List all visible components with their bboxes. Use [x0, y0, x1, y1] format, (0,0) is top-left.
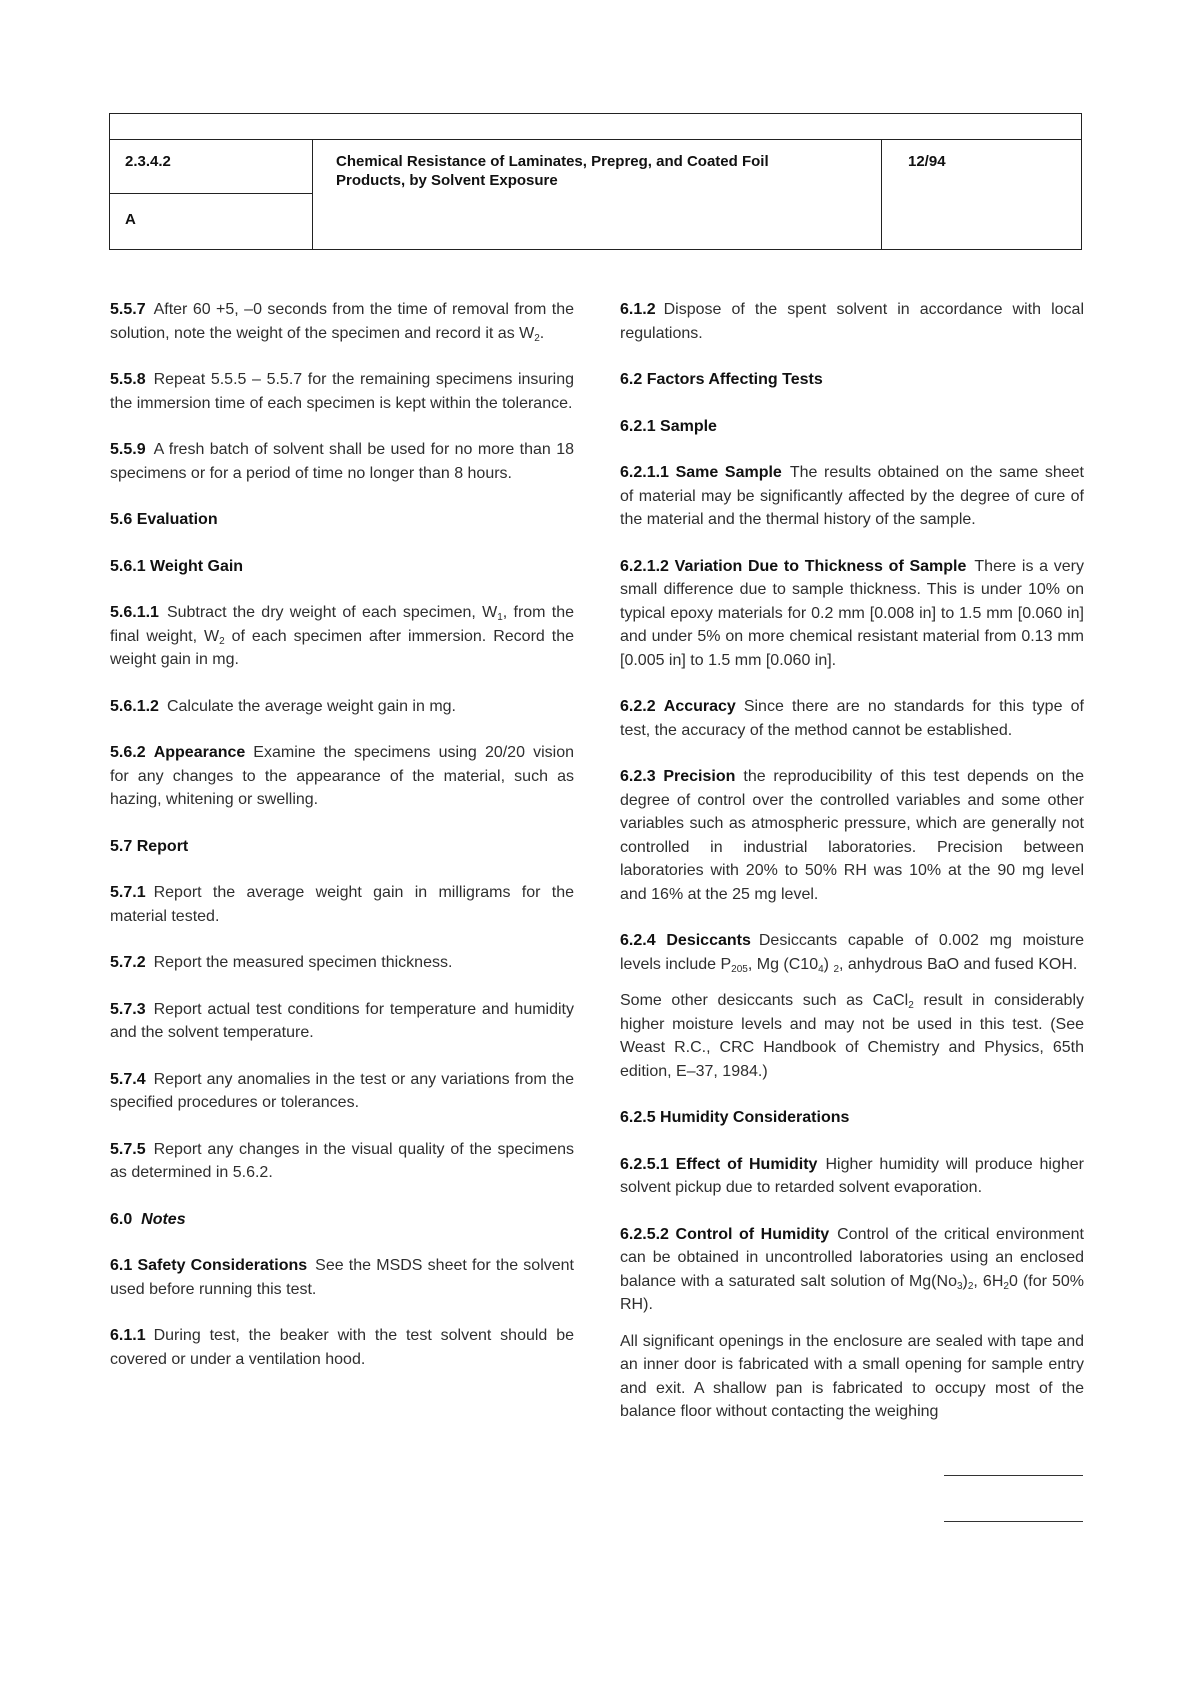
section-text: , anhydrous BaO and fused KOH.	[839, 955, 1078, 973]
section-5-7-2	[110, 951, 574, 975]
heading-6-2-1-sample: 6.2.1 Sample	[620, 417, 717, 435]
section-number: 5.7.4	[110, 1070, 146, 1088]
section-text: Since there are no standards for this type of test, the accuracy of the method cannot be established.	[620, 698, 1084, 739]
section-6-2-5-1	[620, 1153, 1084, 1200]
section-6-1-2	[620, 298, 1084, 345]
section-text: Control of the critical environment can be obtained in uncontrolled laboratories using an enclosed balance with a saturated salt solution of Mg(No	[620, 1225, 1085, 1290]
section-text: Calculate the average weight gain in mg.	[166, 697, 456, 715]
title-line-2: Products, by Solvent Exposure	[336, 172, 558, 189]
section-6-1	[110, 1254, 574, 1301]
subscript: 2	[967, 1280, 974, 1292]
section-number: 6.2.1.2	[620, 557, 669, 575]
section-number: 5.7.1	[110, 884, 146, 901]
section-text: Higher humidity will produce higher solvent pickup due to retarded solvent evaporation.	[620, 1155, 1085, 1196]
section-6-2-5-2-continued	[620, 1330, 1084, 1424]
section-text: Repeat 5.5.5 – 5.5.7 for the remaining specimens insuring the immersion time of each specimen is kept within the tolerance.	[110, 371, 574, 412]
section-5-5-9	[110, 438, 574, 485]
section-label: Appearance	[153, 744, 246, 761]
section-5-5-8	[110, 368, 574, 415]
subscript: 1	[497, 612, 503, 623]
section-number: 6.1.1	[110, 1327, 146, 1344]
heading-5-7-report: 5.7 Report	[110, 837, 189, 855]
subscript: 205	[731, 963, 748, 975]
section-text: Dispose of the spent solvent in accordance with local regulations.	[620, 301, 1084, 342]
subscript: 2	[908, 1000, 914, 1011]
section-text: , 6H	[973, 1272, 1004, 1290]
section-label: Control of Humidity	[675, 1225, 830, 1243]
subscript: 2	[534, 332, 540, 344]
section-5-6-1-2	[110, 695, 574, 719]
section-5-5-7	[110, 298, 574, 345]
section-label: Same Sample	[675, 464, 782, 481]
section-text: After 60 +5, –0 seconds from the time of removal from the solution, note the weight of the specimen and record it as W	[110, 301, 574, 342]
continuation-rule-top	[944, 1475, 1083, 1476]
document-number: 2.3.4.2	[110, 139, 312, 194]
section-5-7-5	[110, 1138, 574, 1185]
subscript: 2	[1003, 1280, 1009, 1292]
subscript: 2	[833, 963, 840, 975]
section-6-2-4	[620, 929, 1084, 976]
section-6-2-4-continued	[620, 989, 1084, 1083]
section-5-6-1-1	[110, 601, 574, 672]
heading-5-6-evaluation: 5.6 Evaluation	[110, 511, 218, 528]
section-number: 5.6.1.1	[110, 604, 159, 621]
section-number: 5.6.2	[110, 744, 146, 761]
right-column	[620, 298, 1084, 1447]
section-label: Desiccants	[666, 932, 751, 949]
subscript: 4	[818, 963, 824, 975]
section-number: 5.7.3	[110, 1000, 146, 1018]
section-number: 6.2.2	[620, 698, 656, 715]
section-label: Effect of Humidity	[675, 1155, 818, 1173]
section-text: During test, the beaker with the test solvent should be covered or under a ventilation hood.	[110, 1327, 574, 1368]
heading-5-6-1-weight-gain: 5.6.1 Weight Gain	[110, 557, 244, 575]
section-6-2-3	[620, 765, 1084, 906]
section-label: Precision	[663, 768, 736, 785]
section-number: 5.7.2	[110, 954, 146, 971]
document-header-table	[109, 113, 1082, 250]
section-text: Subtract the dry weight of each specimen, W	[166, 604, 498, 621]
section-label: Variation Due to Thickness of Sample	[674, 557, 967, 575]
section-text: A fresh batch of solvent shall be used for no more than 18 specimens or for a period of time no longer than 8 hours.	[110, 441, 574, 482]
section-6-2-5-2	[620, 1223, 1084, 1317]
section-text: 0 (for 50% RH).	[620, 1272, 1085, 1313]
section-text: Some other desiccants such as CaCl	[620, 992, 909, 1009]
header-number-cell	[110, 139, 313, 249]
continuation-rule-bottom	[944, 1521, 1083, 1522]
section-number: 5.5.8	[110, 371, 146, 388]
title-line-1: Chemical Resistance of Laminates, Prepreg, and Coated Foil	[336, 153, 769, 170]
section-text: Report actual test conditions for temperature and humidity and the solvent temperature.	[110, 1000, 574, 1041]
heading-6-0-notes	[110, 1208, 574, 1232]
section-6-2-1-2	[620, 555, 1084, 673]
section-text: Examine the specimens using 20/20 vision for any changes to the appearance of the material, such as hazing, whitening or swelling.	[110, 744, 574, 808]
section-number: 6.0	[110, 1210, 133, 1228]
section-label: Notes	[141, 1210, 186, 1228]
section-5-7-1	[110, 881, 574, 928]
section-5-7-3	[110, 998, 574, 1045]
section-text: result in considerably higher moisture levels and may not be used in this test. (See Weast R.C., CRC Handbook of Chemistry and Physics, 65th edition, E–37, 1984.)	[620, 992, 1084, 1080]
section-text: the reproducibility of this test depends on the degree of control over the controlled variables and some other variables such as atmospheric pressure, which are generally not controlled in industrial laboratories. Precision between laboratories with 20% to 50% RH was 10% at the 90 mg level and 16% at the 25 mg level.	[620, 768, 1084, 903]
section-number: 5.7.5	[110, 1140, 146, 1158]
section-text: )	[823, 955, 834, 973]
section-number: 6.2.5.1	[620, 1155, 669, 1173]
left-column	[110, 298, 574, 1394]
section-number: 6.1	[110, 1257, 133, 1274]
section-text: )	[962, 1272, 968, 1290]
subscript: 2	[219, 635, 225, 647]
section-text: There is a very small difference due to sample thickness. This is under 10% on typical epoxy materials for 0.2 mm [0.008 in] to 1.5 mm [0.060 in] and under 5% on more chemical resistant material from 0.13 mm [0.005 in] to 1.5 mm [0.060 in].	[620, 557, 1084, 669]
section-text: , from the final weight, W	[110, 604, 575, 645]
heading-6-2-factors: 6.2 Factors Affecting Tests	[620, 371, 823, 388]
section-number: 5.6.1.2	[110, 697, 159, 715]
section-text: Report the average weight gain in milligrams for the material tested.	[110, 884, 574, 925]
header-top-strip	[110, 114, 1081, 140]
document-date: 12/94	[908, 153, 946, 170]
section-5-7-4	[110, 1068, 574, 1115]
section-text: Report the measured specimen thickness.	[153, 954, 453, 971]
section-6-1-1	[110, 1324, 574, 1371]
section-text: Report any anomalies in the test or any variations from the specified procedures or tolerances.	[110, 1070, 574, 1111]
section-label: Accuracy	[663, 698, 736, 715]
section-5-6-2	[110, 741, 574, 812]
document-title	[312, 139, 882, 249]
section-6-2-2	[620, 695, 1084, 742]
section-text: , Mg (C10	[747, 955, 819, 973]
section-text: See the MSDS sheet for the solvent used before running this test.	[110, 1257, 574, 1298]
section-text: of each specimen after immersion. Record the weight gain in mg.	[110, 627, 575, 668]
section-number: 6.2.4	[620, 932, 656, 949]
section-number: 6.2.3	[620, 768, 656, 785]
section-label: Safety Considerations	[137, 1257, 308, 1274]
section-text: All significant openings in the enclosure are sealed with tape and an inner door is fabricated with a small opening for sample entry and exit. A shallow pan is fabricated to occupy most of the balance floor without contacting the weighing	[620, 1332, 1084, 1420]
heading-6-2-5-humidity: 6.2.5 Humidity Considerations	[620, 1109, 850, 1126]
section-number: 6.2.5.2	[620, 1225, 669, 1243]
section-6-2-1-1	[620, 461, 1084, 532]
subscript: 3	[956, 1280, 963, 1292]
section-number: 6.2.1.1	[620, 464, 669, 481]
section-text: Report any changes in the visual quality of the specimens as determined in 5.6.2.	[110, 1140, 574, 1181]
revision-letter: A	[125, 211, 136, 228]
section-number: 5.5.7	[110, 301, 146, 318]
section-text: The results obtained on the same sheet of material may be significantly affected by the degree of cure of the material and the thermal history of the sample.	[620, 464, 1085, 528]
section-text-tail: .	[539, 324, 545, 342]
section-number: 5.5.9	[110, 441, 146, 458]
section-number: 6.1.2	[620, 301, 656, 318]
section-text: Desiccants capable of 0.002 mg moisture levels include P	[620, 932, 1084, 973]
